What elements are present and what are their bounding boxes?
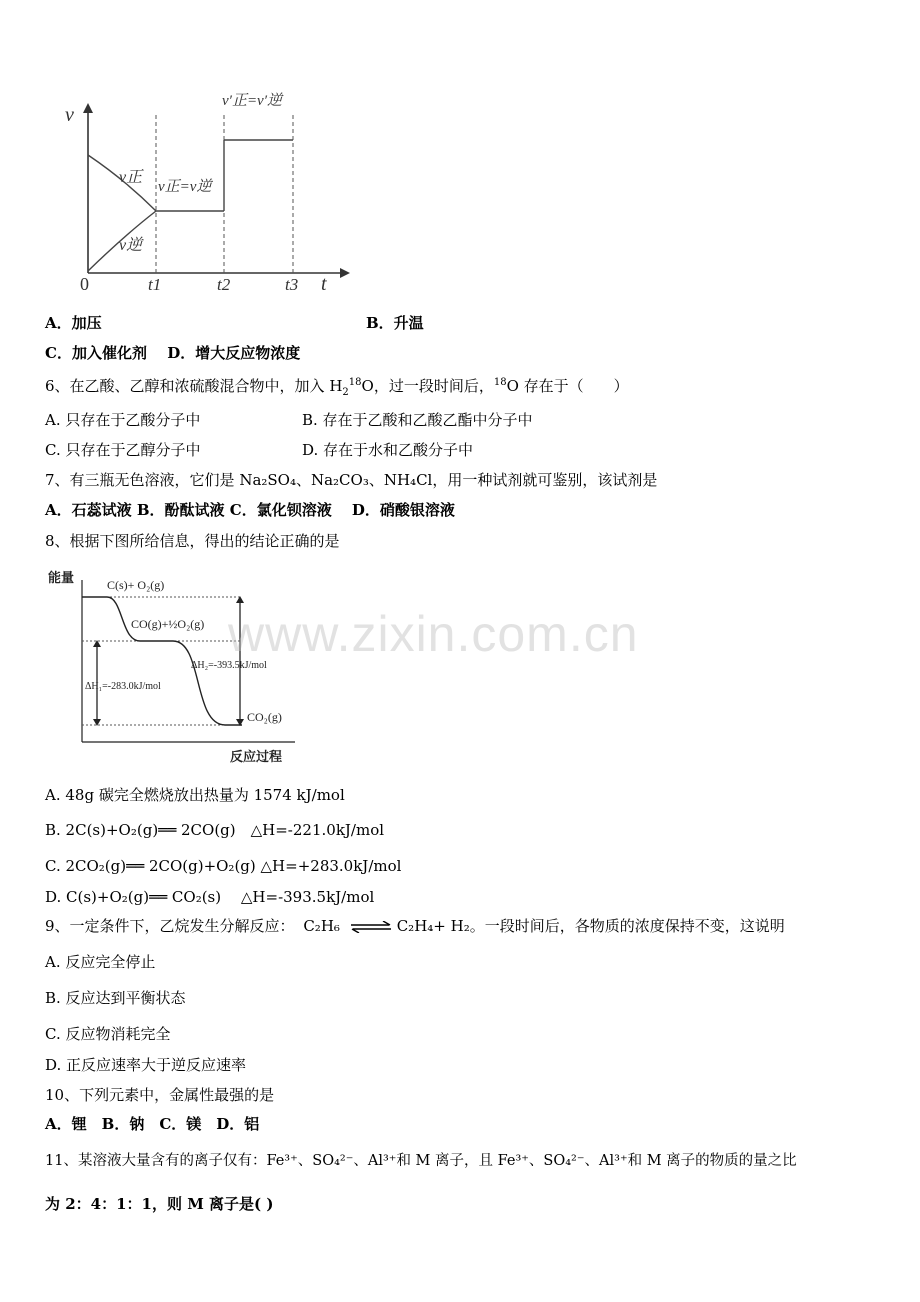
- q10-stem: 10、下列元素中，金属性最强的是: [45, 1086, 275, 1104]
- v-forward-label: v正: [119, 169, 143, 186]
- q6-option-d: D. 存在于水和乙酸分子中: [302, 441, 474, 459]
- q8-option-a: A. 48g 碳完全燃烧放出热量为 1574 kJ/mol: [45, 786, 345, 804]
- q5-option-b: B．升温: [366, 314, 424, 332]
- q9-option-a: A. 反应完全停止: [45, 953, 156, 971]
- energy-diagram: [45, 565, 305, 770]
- q11-line1: 11、某溶液大量含有的离子仅有：Fe³⁺、SO₄²⁻、Al³⁺和 M 离子，且 Fe³⁺、SO₄²⁻、Al³⁺和 M 离子的物质的量之比: [45, 1153, 797, 1169]
- t1-label: t1: [148, 275, 162, 294]
- equilibrium-arrow-icon: [349, 921, 393, 933]
- top-level-label: C(s)+ O₂(g): [107, 578, 165, 592]
- v-reverse-label: v逆: [119, 237, 143, 254]
- t3-label: t3: [285, 275, 299, 294]
- q9-products: C₂H₄+ H₂: [396, 917, 470, 935]
- q9-option-b: B. 反应达到平衡状态: [45, 989, 186, 1007]
- q10-options: A．锂 B．钠 C．镁 D．铝: [45, 1115, 260, 1133]
- watermark: www.zixin.com.cn: [228, 606, 639, 662]
- energy-axis-label: 能量: [48, 570, 75, 585]
- q6-option-a: A. 只存在于乙酸分子中: [45, 411, 201, 429]
- q6-option-b: B. 存在于乙酸和乙酸乙酯中分子中: [302, 411, 533, 429]
- q6-stem: 6、在乙酸、乙醇和浓硫酸混合物中，加入 $H_2^{18}O$，过一段时间后，$^{18}$O 存在于（ ）: [45, 377, 629, 398]
- dh1-label: ΔH₁=-283.0kJ/mol: [85, 681, 161, 692]
- mid-level-label: CO(g)+½O₂(g): [131, 617, 205, 631]
- t2-label: t2: [217, 275, 231, 294]
- equal-rate-prime-label: v′正=v′逆: [222, 93, 283, 109]
- process-axis-label: 反应过程: [230, 749, 283, 764]
- origin-label: 0: [80, 274, 89, 294]
- equal-rate-label: v正=v逆: [158, 179, 212, 195]
- q5-option-c: C．加入催化剂: [45, 344, 147, 362]
- dh2-label: ΔH₂=-393.5kJ/mol: [191, 660, 267, 671]
- q5-option-d: D．增大反应物浓度: [167, 344, 301, 362]
- q6-option-c: C. 只存在于乙醇分子中: [45, 441, 201, 459]
- rate-time-graph: [55, 85, 355, 300]
- bottom-level-label: CO₂(g): [247, 710, 282, 724]
- q9-option-d: D. 正反应速率大于逆反应速率: [45, 1056, 247, 1074]
- q7-stem: 7、有三瓶无色溶液，它们是 Na₂SO₄、Na₂CO₃、NH₄Cl，用一种试剂就可鉴别，该试剂是: [45, 471, 658, 489]
- q5-option-cd: [45, 343, 300, 363]
- q8-stem: 8、根据下图所给信息，得出的结论正确的是: [45, 532, 340, 550]
- q9-stem: 9、一定条件下，乙烷发生分解反应： C₂H₆ C₂H₄+ H₂。一段时间后，各物质的浓度保持不变，这说明: [45, 917, 785, 935]
- x-axis-label: t: [321, 273, 327, 295]
- q7-options: A．石蕊试液 B．酚酞试液 C．氯化钡溶液 D．硝酸银溶液: [45, 501, 455, 519]
- q5-option-a: A．加压: [45, 314, 102, 332]
- q8-option-c: C. 2CO₂(g)══ 2CO(g)+O₂(g) △H=+283.0kJ/mol: [45, 857, 402, 875]
- q11-line2: 为 2：4：1：1，则 M 离子是( ): [45, 1195, 274, 1213]
- q9-reactant: C₂H₆: [303, 917, 340, 935]
- q8-option-b: B. 2C(s)+O₂(g)══ 2CO(g) △H=-221.0kJ/mol: [45, 821, 385, 839]
- q8-option-d: D. C(s)+O₂(g)══ CO₂(s) △H=-393.5kJ/mol: [45, 888, 375, 906]
- y-axis-label: v: [65, 104, 74, 126]
- q9-option-c: C. 反应物消耗完全: [45, 1025, 171, 1043]
